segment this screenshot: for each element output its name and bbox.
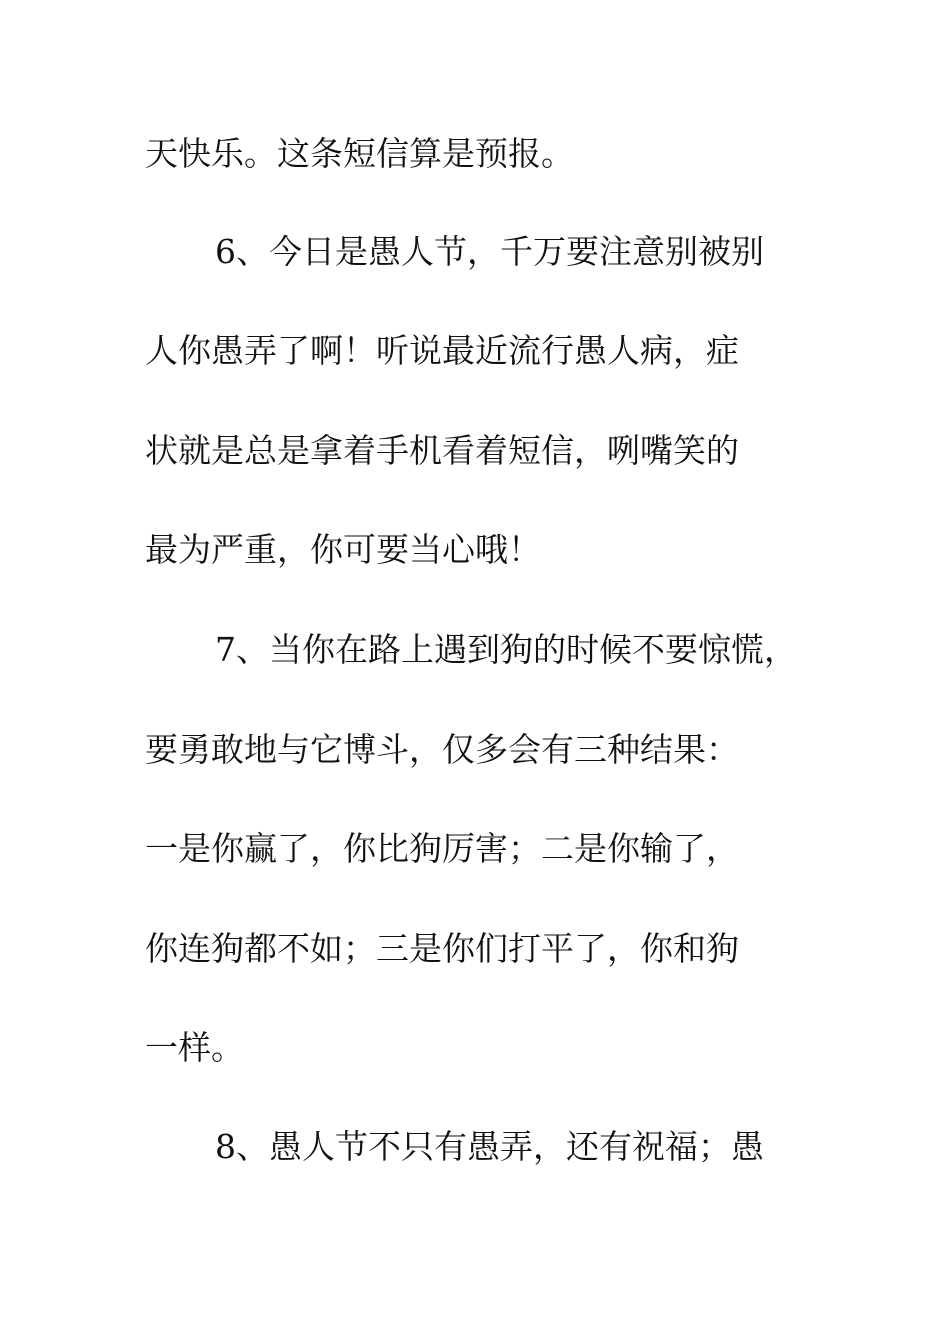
text-line-9: 你连狗都不如；三是你们打平了，你和狗 [145, 929, 739, 968]
text-line-5: 最为严重，你可要当心哦！ [145, 530, 541, 569]
text-line-10: 一样。 [145, 1028, 244, 1067]
text-line-11-item-8-start: 8、愚人节不只有愚弄，还有祝福；愚 [215, 1127, 764, 1166]
text-line-2-item-6-start: 6、今日是愚人节，千万要注意别被别 [215, 232, 764, 271]
text-line-4: 状就是总是拿着手机看着短信，咧嘴笑的 [145, 431, 739, 470]
text-line-3: 人你愚弄了啊！听说最近流行愚人病，症 [145, 331, 739, 370]
text-line-6-item-7-start: 7、当你在路上遇到狗的时候不要惊慌， [215, 630, 797, 669]
text-line-8: 一是你赢了，你比狗厉害；二是你输了， [145, 829, 739, 868]
text-line-7: 要勇敢地与它博斗，仅多会有三种结果： [145, 730, 739, 769]
text-line-1: 天快乐。这条短信算是预报。 [145, 134, 574, 173]
